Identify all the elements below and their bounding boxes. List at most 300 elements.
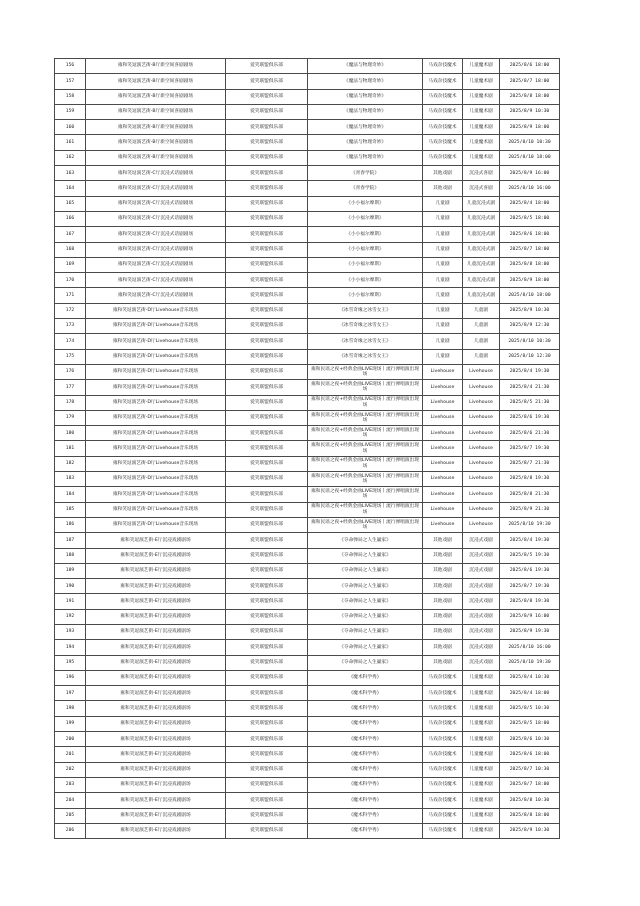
organizer-cell: 爱笑联盟俱乐部 (226, 456, 308, 471)
genre-cell: Livehouse (463, 380, 500, 395)
row-number-cell: 170 (55, 273, 86, 288)
datetime-cell: 2025/8/9 16:00 (500, 609, 560, 624)
genre-cell: 儿童剧 (463, 319, 500, 334)
datetime-cell: 2025/8/7 18:00 (500, 242, 560, 257)
genre-cell: 沉浸式戏剧 (463, 579, 500, 594)
show-title-cell: 雍和民谣之夜+经典金曲LIVE现场丨流行弹唱演出现场 (308, 472, 423, 487)
datetime-cell: 2025/8/10 19:30 (500, 517, 560, 532)
category-cell: 马戏杂技魔术 (423, 701, 463, 716)
venue-cell: 雍和笑逗演艺街-E厅沉浸戏剧剧场 (86, 640, 226, 655)
organizer-cell: 爱笑联盟俱乐部 (226, 502, 308, 517)
table-row (55, 120, 560, 135)
row-number-cell: 189 (55, 563, 86, 578)
datetime-cell: 2025/8/4 10:30 (500, 670, 560, 685)
category-cell: 马戏杂技魔术 (423, 716, 463, 731)
category-cell: 儿童剧 (423, 211, 463, 226)
organizer-cell: 爱笑联盟俱乐部 (226, 487, 308, 502)
show-title-cell: 《魔术科学秀》 (308, 823, 423, 838)
organizer-cell: 爱笑联盟俱乐部 (226, 104, 308, 119)
show-title-cell: 《夺命弹局之人生赢家》 (308, 655, 423, 670)
genre-cell: 儿童沉浸式剧 (463, 196, 500, 211)
show-title-cell: 《魔法与物理奇妙》 (308, 135, 423, 150)
show-title-cell: 《夺命弹局之人生赢家》 (308, 624, 423, 639)
datetime-cell: 2025/8/5 21:30 (500, 395, 560, 410)
category-cell: 马戏杂技魔术 (423, 89, 463, 104)
table-row (55, 655, 560, 670)
venue-cell: 雍和笑逗演艺街-D厅Livehouse音乐现场 (86, 349, 226, 364)
datetime-cell: 2025/8/10 10:30 (500, 135, 560, 150)
venue-cell: 雍和笑逗演艺街-E厅沉浸戏剧剧场 (86, 777, 226, 792)
row-number-cell: 192 (55, 609, 86, 624)
organizer-cell: 爱笑联盟俱乐部 (226, 670, 308, 685)
datetime-cell: 2025/8/8 19:30 (500, 472, 560, 487)
organizer-cell: 爱笑联盟俱乐部 (226, 716, 308, 731)
organizer-cell: 爱笑联盟俱乐部 (226, 762, 308, 777)
datetime-cell: 2025/8/10 18:00 (500, 150, 560, 165)
venue-cell: 雍和笑逗演艺街-D厅Livehouse音乐现场 (86, 456, 226, 471)
organizer-cell: 爱笑联盟俱乐部 (226, 166, 308, 181)
datetime-cell: 2025/8/4 18:00 (500, 196, 560, 211)
show-title-cell: 雍和民谣之夜+经典金曲LIVE现场丨流行弹唱演出现场 (308, 502, 423, 517)
row-number-cell: 176 (55, 364, 86, 379)
genre-cell: Livehouse (463, 410, 500, 425)
show-title-cell: 《魔术科学秀》 (308, 793, 423, 808)
table-row (55, 579, 560, 594)
datetime-cell: 2025/8/5 18:00 (500, 716, 560, 731)
category-cell: 其他戏剧 (423, 655, 463, 670)
table-row (55, 762, 560, 777)
row-number-cell: 205 (55, 808, 86, 823)
show-title-cell: 《青春学院》 (308, 181, 423, 196)
venue-cell: 雍和笑逗演艺街-D厅Livehouse音乐现场 (86, 303, 226, 318)
category-cell: 其他戏剧 (423, 563, 463, 578)
organizer-cell: 爱笑联盟俱乐部 (226, 364, 308, 379)
table-row (55, 410, 560, 425)
category-cell: 其他戏剧 (423, 624, 463, 639)
organizer-cell: 爱笑联盟俱乐部 (226, 624, 308, 639)
row-number-cell: 203 (55, 777, 86, 792)
datetime-cell: 2025/8/10 16:00 (500, 181, 560, 196)
datetime-cell: 2025/8/6 18:00 (500, 59, 560, 74)
datetime-cell: 2025/8/5 10:30 (500, 701, 560, 716)
show-title-cell: 《魔法与物理奇妙》 (308, 89, 423, 104)
organizer-cell: 爱笑联盟俱乐部 (226, 150, 308, 165)
table-row (55, 364, 560, 379)
row-number-cell: 179 (55, 410, 86, 425)
category-cell: 其他戏剧 (423, 181, 463, 196)
venue-cell: 雍和笑逗演艺街-E厅沉浸戏剧剧场 (86, 655, 226, 670)
datetime-cell: 2025/8/9 21:30 (500, 502, 560, 517)
venue-cell: 雍和笑逗演艺街-E厅沉浸戏剧剧场 (86, 563, 226, 578)
datetime-cell: 2025/8/10 10:30 (500, 334, 560, 349)
row-number-cell: 186 (55, 517, 86, 532)
genre-cell: 儿童魔术剧 (463, 150, 500, 165)
venue-cell: 雍和笑逗演艺街-D厅Livehouse音乐现场 (86, 364, 226, 379)
datetime-cell: 2025/8/9 19:30 (500, 624, 560, 639)
genre-cell: 沉浸式戏剧 (463, 624, 500, 639)
organizer-cell: 爱笑联盟俱乐部 (226, 89, 308, 104)
venue-cell: 雍和笑逗演艺街-D厅Livehouse音乐现场 (86, 319, 226, 334)
genre-cell: Livehouse (463, 426, 500, 441)
genre-cell: 沉浸式戏剧 (463, 655, 500, 670)
row-number-cell: 173 (55, 319, 86, 334)
show-title-cell: 《魔法与物理奇妙》 (308, 150, 423, 165)
row-number-cell: 194 (55, 640, 86, 655)
datetime-cell: 2025/8/6 10:30 (500, 732, 560, 747)
category-cell: Livehouse (423, 502, 463, 517)
row-number-cell: 199 (55, 716, 86, 731)
datetime-cell: 2025/8/10 18:00 (500, 288, 560, 303)
table-row (55, 89, 560, 104)
genre-cell: 沉浸式戏剧 (463, 640, 500, 655)
genre-cell: Livehouse (463, 517, 500, 532)
row-number-cell: 172 (55, 303, 86, 318)
organizer-cell: 爱笑联盟俱乐部 (226, 747, 308, 762)
venue-cell: 雍和笑逗演艺街-C厅沉浸式话剧剧场 (86, 196, 226, 211)
category-cell: Livehouse (423, 487, 463, 502)
datetime-cell: 2025/8/7 10:30 (500, 762, 560, 777)
genre-cell: 儿童魔术剧 (463, 701, 500, 716)
show-title-cell: 《冰雪奇缘之冰雪女王》 (308, 349, 423, 364)
datetime-cell: 2025/8/7 18:00 (500, 777, 560, 792)
venue-cell: 雍和笑逗演艺街-C厅沉浸式话剧剧场 (86, 227, 226, 242)
row-number-cell: 181 (55, 441, 86, 456)
show-title-cell: 《冰雪奇缘之冰雪女王》 (308, 334, 423, 349)
genre-cell: Livehouse (463, 395, 500, 410)
category-cell: Livehouse (423, 441, 463, 456)
datetime-cell: 2025/8/9 18:00 (500, 120, 560, 135)
genre-cell: 儿童魔术剧 (463, 59, 500, 74)
category-cell: 儿童剧 (423, 349, 463, 364)
genre-cell: Livehouse (463, 487, 500, 502)
venue-cell: 雍和笑逗演艺街-E厅沉浸戏剧剧场 (86, 579, 226, 594)
show-title-cell: 《夺命弹局之人生赢家》 (308, 563, 423, 578)
venue-cell: 雍和笑逗演艺街-B厅新空间喜剧剧场 (86, 89, 226, 104)
show-title-cell: 《小小福尔摩斯》 (308, 242, 423, 257)
genre-cell: 儿童沉浸式剧 (463, 211, 500, 226)
genre-cell: 儿童魔术剧 (463, 732, 500, 747)
genre-cell: Livehouse (463, 502, 500, 517)
organizer-cell: 爱笑联盟俱乐部 (226, 227, 308, 242)
schedule-table (54, 58, 560, 839)
organizer-cell: 爱笑联盟俱乐部 (226, 135, 308, 150)
row-number-cell: 162 (55, 150, 86, 165)
venue-cell: 雍和笑逗演艺街-D厅Livehouse音乐现场 (86, 395, 226, 410)
show-title-cell: 《魔法与物理奇妙》 (308, 59, 423, 74)
datetime-cell: 2025/8/6 18:00 (500, 227, 560, 242)
organizer-cell: 爱笑联盟俱乐部 (226, 59, 308, 74)
category-cell: 马戏杂技魔术 (423, 120, 463, 135)
category-cell: 马戏杂技魔术 (423, 747, 463, 762)
genre-cell: 儿童剧 (463, 303, 500, 318)
row-number-cell: 166 (55, 211, 86, 226)
show-title-cell: 雍和民谣之夜+经典金曲LIVE现场丨流行弹唱演出现场 (308, 395, 423, 410)
genre-cell: 儿童魔术剧 (463, 89, 500, 104)
show-title-cell: 《魔法与物理奇妙》 (308, 120, 423, 135)
organizer-cell: 爱笑联盟俱乐部 (226, 273, 308, 288)
category-cell: Livehouse (423, 395, 463, 410)
datetime-cell: 2025/8/5 19:30 (500, 548, 560, 563)
row-number-cell: 168 (55, 242, 86, 257)
venue-cell: 雍和笑逗演艺街-B厅新空间喜剧剧场 (86, 120, 226, 135)
show-title-cell: 《魔法与物理奇妙》 (308, 74, 423, 89)
row-number-cell: 197 (55, 686, 86, 701)
datetime-cell: 2025/8/8 18:00 (500, 808, 560, 823)
genre-cell: 儿童沉浸式剧 (463, 257, 500, 272)
category-cell: 其他戏剧 (423, 579, 463, 594)
venue-cell: 雍和笑逗演艺街-D厅Livehouse音乐现场 (86, 502, 226, 517)
show-title-cell: 《魔术科学秀》 (308, 732, 423, 747)
venue-cell: 雍和笑逗演艺街-E厅沉浸戏剧剧场 (86, 732, 226, 747)
venue-cell: 雍和笑逗演艺街-D厅Livehouse音乐现场 (86, 472, 226, 487)
genre-cell: 儿童魔术剧 (463, 120, 500, 135)
table-row (55, 74, 560, 89)
show-title-cell: 《魔术科学秀》 (308, 716, 423, 731)
category-cell: 其他戏剧 (423, 609, 463, 624)
table-row (55, 150, 560, 165)
venue-cell: 雍和笑逗演艺街-E厅沉浸戏剧剧场 (86, 808, 226, 823)
venue-cell: 雍和笑逗演艺街-E厅沉浸戏剧剧场 (86, 793, 226, 808)
genre-cell: Livehouse (463, 441, 500, 456)
genre-cell: 儿童魔术剧 (463, 823, 500, 838)
category-cell: 其他戏剧 (423, 166, 463, 181)
category-cell: 马戏杂技魔术 (423, 777, 463, 792)
datetime-cell: 2025/8/9 16:00 (500, 166, 560, 181)
table-row (55, 517, 560, 532)
row-number-cell: 163 (55, 166, 86, 181)
organizer-cell: 爱笑联盟俱乐部 (226, 686, 308, 701)
venue-cell: 雍和笑逗演艺街-E厅沉浸戏剧剧场 (86, 686, 226, 701)
show-title-cell: 《魔法与物理奇妙》 (308, 104, 423, 119)
row-number-cell: 182 (55, 456, 86, 471)
organizer-cell: 爱笑联盟俱乐部 (226, 701, 308, 716)
table-row (55, 670, 560, 685)
table-row (55, 59, 560, 74)
table-row (55, 686, 560, 701)
table-row (55, 242, 560, 257)
venue-cell: 雍和笑逗演艺街-C厅沉浸式话剧剧场 (86, 242, 226, 257)
datetime-cell: 2025/8/10 16:00 (500, 640, 560, 655)
row-number-cell: 195 (55, 655, 86, 670)
venue-cell: 雍和笑逗演艺街-C厅沉浸式话剧剧场 (86, 257, 226, 272)
organizer-cell: 爱笑联盟俱乐部 (226, 609, 308, 624)
row-number-cell: 180 (55, 426, 86, 441)
show-title-cell: 雍和民谣之夜+经典金曲LIVE现场丨流行弹唱演出现场 (308, 487, 423, 502)
table-row (55, 701, 560, 716)
organizer-cell: 爱笑联盟俱乐部 (226, 777, 308, 792)
genre-cell: 儿童魔术剧 (463, 686, 500, 701)
category-cell: 马戏杂技魔术 (423, 135, 463, 150)
organizer-cell: 爱笑联盟俱乐部 (226, 823, 308, 838)
row-number-cell: 161 (55, 135, 86, 150)
organizer-cell: 爱笑联盟俱乐部 (226, 211, 308, 226)
row-number-cell: 196 (55, 670, 86, 685)
show-title-cell: 《夺命弹局之人生赢家》 (308, 640, 423, 655)
show-title-cell: 《夺命弹局之人生赢家》 (308, 533, 423, 548)
venue-cell: 雍和笑逗演艺街-B厅新空间喜剧剧场 (86, 59, 226, 74)
show-title-cell: 《魔术科学秀》 (308, 701, 423, 716)
venue-cell: 雍和笑逗演艺街-D厅Livehouse音乐现场 (86, 441, 226, 456)
table-row (55, 380, 560, 395)
category-cell: 儿童剧 (423, 227, 463, 242)
table-row (55, 104, 560, 119)
table-row (55, 334, 560, 349)
category-cell: 马戏杂技魔术 (423, 74, 463, 89)
organizer-cell: 爱笑联盟俱乐部 (226, 196, 308, 211)
row-number-cell: 158 (55, 89, 86, 104)
table-row (55, 533, 560, 548)
venue-cell: 雍和笑逗演艺街-C厅沉浸式话剧剧场 (86, 288, 226, 303)
genre-cell: Livehouse (463, 364, 500, 379)
row-number-cell: 204 (55, 793, 86, 808)
row-number-cell: 174 (55, 334, 86, 349)
show-title-cell: 《小小福尔摩斯》 (308, 288, 423, 303)
organizer-cell: 爱笑联盟俱乐部 (226, 517, 308, 532)
venue-cell: 雍和笑逗演艺街-E厅沉浸戏剧剧场 (86, 716, 226, 731)
table-row (55, 288, 560, 303)
venue-cell: 雍和笑逗演艺街-D厅Livehouse音乐现场 (86, 426, 226, 441)
datetime-cell: 2025/8/8 18:00 (500, 89, 560, 104)
organizer-cell: 爱笑联盟俱乐部 (226, 334, 308, 349)
venue-cell: 雍和笑逗演艺街-E厅沉浸戏剧剧场 (86, 747, 226, 762)
organizer-cell: 爱笑联盟俱乐部 (226, 349, 308, 364)
table-row (55, 777, 560, 792)
venue-cell: 雍和笑逗演艺街-B厅新空间喜剧剧场 (86, 104, 226, 119)
venue-cell: 雍和笑逗演艺街-D厅Livehouse音乐现场 (86, 410, 226, 425)
table-row (55, 563, 560, 578)
table-row (55, 716, 560, 731)
table-row (55, 166, 560, 181)
datetime-cell: 2025/8/6 18:00 (500, 747, 560, 762)
organizer-cell: 爱笑联盟俱乐部 (226, 793, 308, 808)
category-cell: Livehouse (423, 426, 463, 441)
datetime-cell: 2025/8/9 10:30 (500, 104, 560, 119)
row-number-cell: 188 (55, 548, 86, 563)
table-row (55, 487, 560, 502)
table-row (55, 211, 560, 226)
row-number-cell: 165 (55, 196, 86, 211)
show-title-cell: 《夺命弹局之人生赢家》 (308, 579, 423, 594)
organizer-cell: 爱笑联盟俱乐部 (226, 319, 308, 334)
organizer-cell: 爱笑联盟俱乐部 (226, 410, 308, 425)
row-number-cell: 167 (55, 227, 86, 242)
organizer-cell: 爱笑联盟俱乐部 (226, 579, 308, 594)
category-cell: 马戏杂技魔术 (423, 808, 463, 823)
organizer-cell: 爱笑联盟俱乐部 (226, 426, 308, 441)
table-row (55, 640, 560, 655)
organizer-cell: 爱笑联盟俱乐部 (226, 120, 308, 135)
datetime-cell: 2025/8/7 19:30 (500, 579, 560, 594)
row-number-cell: 190 (55, 579, 86, 594)
table-row (55, 456, 560, 471)
show-title-cell: 《小小福尔摩斯》 (308, 273, 423, 288)
datetime-cell: 2025/8/9 10:30 (500, 303, 560, 318)
table-row (55, 303, 560, 318)
datetime-cell: 2025/8/4 21:30 (500, 380, 560, 395)
row-number-cell: 159 (55, 104, 86, 119)
category-cell: 马戏杂技魔术 (423, 670, 463, 685)
table-row (55, 609, 560, 624)
row-number-cell: 183 (55, 472, 86, 487)
datetime-cell: 2025/8/10 12:30 (500, 349, 560, 364)
category-cell: 马戏杂技魔术 (423, 59, 463, 74)
genre-cell: 儿童沉浸式剧 (463, 227, 500, 242)
datetime-cell: 2025/8/4 19:30 (500, 364, 560, 379)
category-cell: Livehouse (423, 380, 463, 395)
organizer-cell: 爱笑联盟俱乐部 (226, 74, 308, 89)
category-cell: 儿童剧 (423, 334, 463, 349)
row-number-cell: 201 (55, 747, 86, 762)
genre-cell: 儿童沉浸式剧 (463, 288, 500, 303)
category-cell: 其他戏剧 (423, 594, 463, 609)
genre-cell: 沉浸式戏剧 (463, 594, 500, 609)
venue-cell: 雍和笑逗演艺街-E厅沉浸戏剧剧场 (86, 762, 226, 777)
genre-cell: 儿童魔术剧 (463, 670, 500, 685)
category-cell: 马戏杂技魔术 (423, 686, 463, 701)
genre-cell: 儿童沉浸式剧 (463, 242, 500, 257)
show-title-cell: 《夺命弹局之人生赢家》 (308, 594, 423, 609)
row-number-cell: 187 (55, 533, 86, 548)
genre-cell: 沉浸式戏剧 (463, 563, 500, 578)
table-row (55, 181, 560, 196)
row-number-cell: 206 (55, 823, 86, 838)
genre-cell: 儿童剧 (463, 349, 500, 364)
venue-cell: 雍和笑逗演艺街-E厅沉浸戏剧剧场 (86, 701, 226, 716)
show-title-cell: 《小小福尔摩斯》 (308, 257, 423, 272)
category-cell: 马戏杂技魔术 (423, 762, 463, 777)
show-title-cell: 《魔术科学秀》 (308, 747, 423, 762)
show-title-cell: 雍和民谣之夜+经典金曲LIVE现场丨流行弹唱演出现场 (308, 380, 423, 395)
table-row (55, 426, 560, 441)
row-number-cell: 169 (55, 257, 86, 272)
organizer-cell: 爱笑联盟俱乐部 (226, 380, 308, 395)
table-row (55, 227, 560, 242)
show-title-cell: 《小小福尔摩斯》 (308, 227, 423, 242)
organizer-cell: 爱笑联盟俱乐部 (226, 395, 308, 410)
schedule-table-body (55, 59, 560, 839)
genre-cell: 儿童魔术剧 (463, 777, 500, 792)
datetime-cell: 2025/8/6 19:30 (500, 563, 560, 578)
table-row (55, 349, 560, 364)
datetime-cell: 2025/8/6 21:30 (500, 426, 560, 441)
row-number-cell: 193 (55, 624, 86, 639)
datetime-cell: 2025/8/4 18:00 (500, 686, 560, 701)
organizer-cell: 爱笑联盟俱乐部 (226, 472, 308, 487)
table-row (55, 548, 560, 563)
datetime-cell: 2025/8/7 18:00 (500, 74, 560, 89)
genre-cell: 沉浸式戏剧 (463, 548, 500, 563)
organizer-cell: 爱笑联盟俱乐部 (226, 257, 308, 272)
table-row (55, 441, 560, 456)
row-number-cell: 185 (55, 502, 86, 517)
datetime-cell: 2025/8/7 19:30 (500, 441, 560, 456)
show-title-cell: 《青春学院》 (308, 166, 423, 181)
row-number-cell: 191 (55, 594, 86, 609)
genre-cell: 儿童魔术剧 (463, 716, 500, 731)
venue-cell: 雍和笑逗演艺街-B厅新空间喜剧剧场 (86, 135, 226, 150)
table-row (55, 502, 560, 517)
datetime-cell: 2025/8/4 19:30 (500, 533, 560, 548)
show-title-cell: 《夺命弹局之人生赢家》 (308, 609, 423, 624)
category-cell: 其他戏剧 (423, 640, 463, 655)
venue-cell: 雍和笑逗演艺街-C厅沉浸式话剧剧场 (86, 273, 226, 288)
table-row (55, 624, 560, 639)
category-cell: Livehouse (423, 472, 463, 487)
show-title-cell: 雍和民谣之夜+经典金曲LIVE现场丨流行弹唱演出现场 (308, 364, 423, 379)
category-cell: Livehouse (423, 517, 463, 532)
show-title-cell: 《魔术科学秀》 (308, 686, 423, 701)
row-number-cell: 171 (55, 288, 86, 303)
